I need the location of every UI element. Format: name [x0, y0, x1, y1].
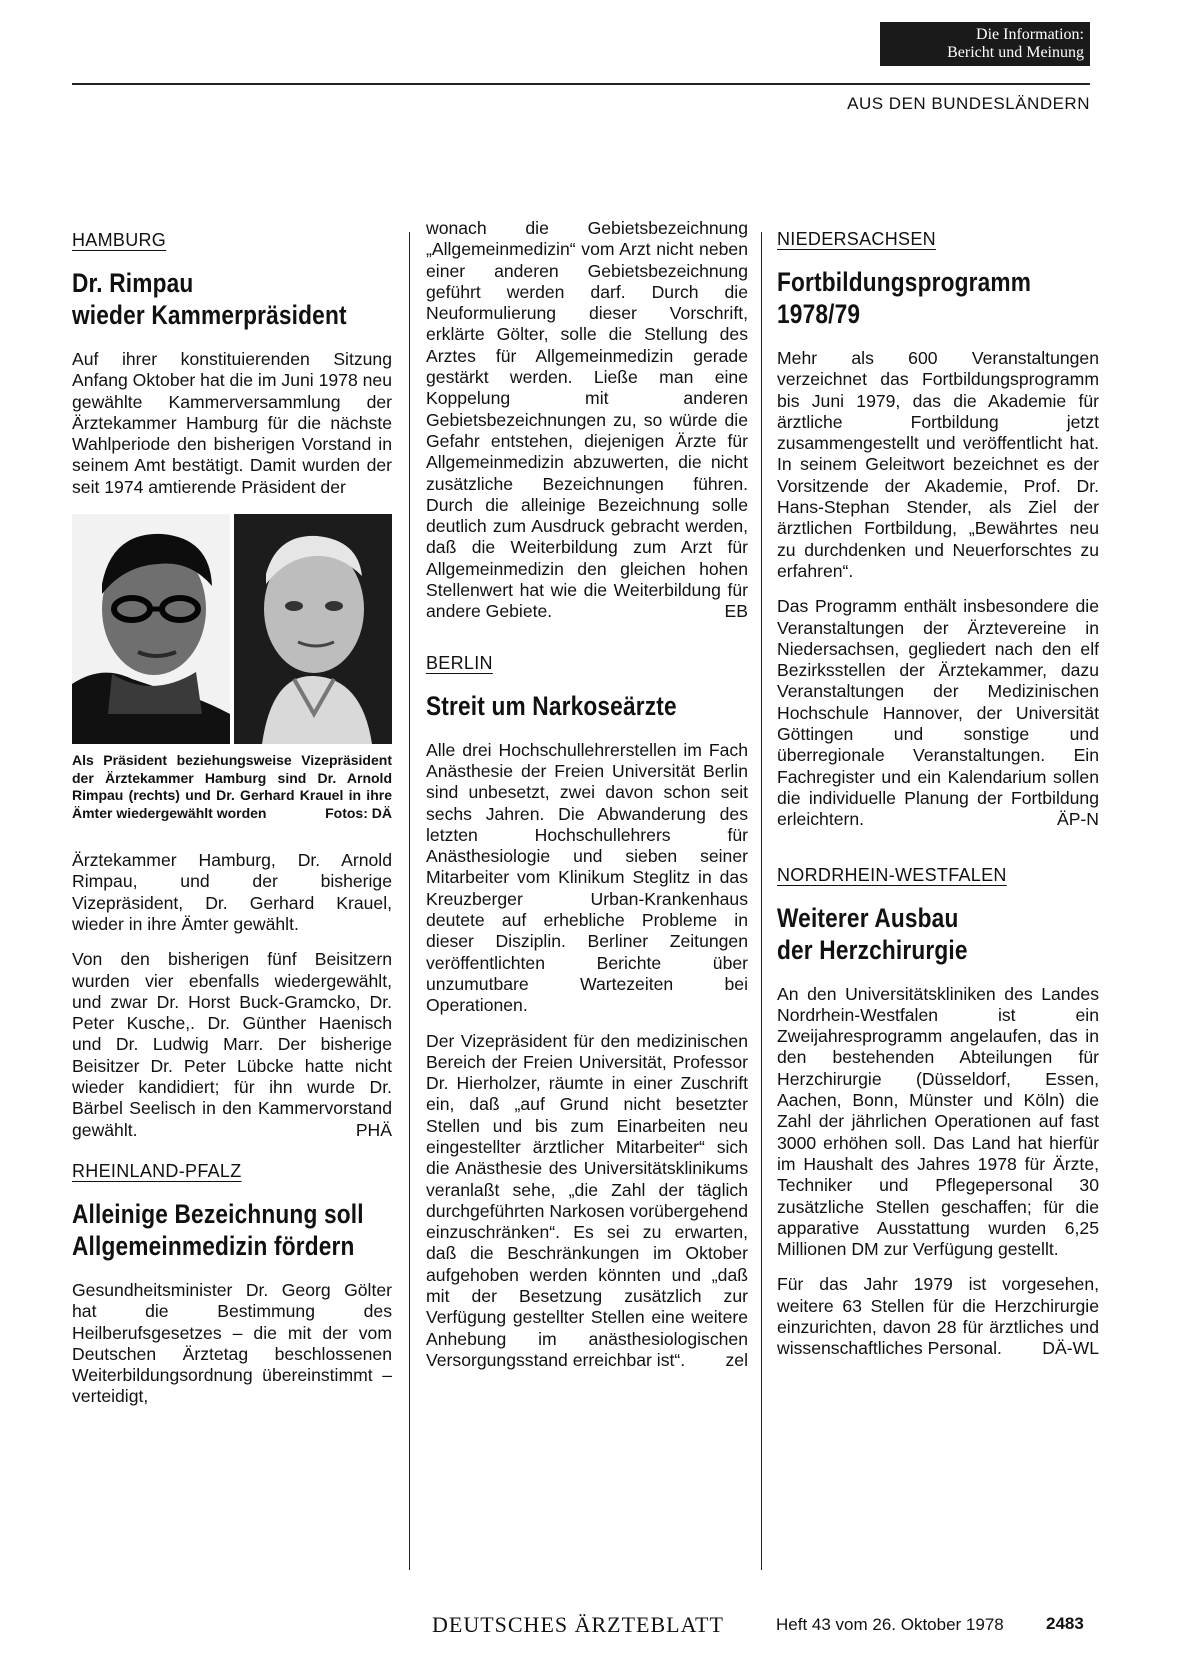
page-number: 2483: [1046, 1614, 1084, 1633]
caption-credit: Fotos: DÄ: [325, 804, 392, 821]
rheinland-paragraph-1: Gesundheitsminister Dr. Georg Gölter hat die Bestimmung des Heilberufsgesetzes – die mit der vom Deutschen Ärztetag beschlossenen Weiterbildungsordnung übereinstimmt – verteidigt,: [72, 1279, 392, 1407]
hamburg-signature: PHÄ: [355, 1119, 392, 1140]
headline-nrw-line1: Weiterer Ausbau: [777, 902, 959, 933]
headline-niedersachsen: [777, 266, 1102, 330]
berlin-paragraph-2-text: Der Vizepräsident für den medizinischen Bereich der Freien Universität, Professor Dr. Hierholzer, räumte in einer Zuschrift ein, daß „auf Grund nicht besetzter Stellen und bis zum Einarbeiten neu eingestellter ärztlicher Mitarbeiter“ sich die Anästhesie des Universitätsklinikums veranlaßt sehe, „die Zahl der täglich durchgeführten Narkosen vorübergehend einzuschränken“. Es sei zu erwarten, daß die Beschränkungen im Oktober aufgehoben werden könnten und „daß mit der Besetzung zusätzlich zur Verfügung gestellter Stellen eine weitere Anhebung im anästhesiologischen Versorgungsstand erreichbar ist“.: [426, 1030, 748, 1370]
berlin-paragraph-2: [426, 1031, 748, 1372]
badge-line-2: Bericht und Meinung: [947, 44, 1084, 61]
rheinland-signature: EB: [724, 601, 748, 622]
headline-hamburg: [72, 267, 395, 331]
region-header: AUS DEN BUNDESLÄNDERN: [847, 94, 1090, 113]
hamburg-paragraph-3-text: Von den bisherigen fünf Beisitzern wurden vier ebenfalls wiedergewählt, und zwar Dr. Horst Buck-Gramcko, Dr. Peter Kusche,. Dr. Günther Haenisch und Dr. Ludwig Marr. Der bisherige Beisitzer Dr. Peter Lübcke hatte nicht wieder kandidiert; für ihn wurde Dr. Bärbel Seelisch in den Kammervorstand gewählt.: [72, 949, 392, 1140]
column-1: [72, 230, 392, 1422]
niedersachsen-paragraph-2: [777, 596, 1099, 830]
rheinland-paragraph-2: [426, 218, 748, 623]
headline-niedersachsen-line2: 1978/79: [777, 299, 861, 329]
headline-nrw: [777, 902, 1102, 966]
niedersachsen-paragraph-2-text: Das Programm enthält insbesondere die Veranstaltungen der Ärztevereine in Niedersachsen, gegliedert nach den elf Bezirksstellen der Ärztekammer, dazu Veranstaltungen der Medizinischen Hochschule Hannover, der Universität Göttingen und sonstige und überregionale Veranstaltungen. Ein Fachregister und ein Kalendarium sollen die individuelle Planung der Fortbildung erleichtern.: [777, 596, 1099, 830]
portrait-krauel: [72, 514, 230, 744]
section-badge: [880, 22, 1090, 66]
hamburg-paragraph-1: Auf ihrer konstituierenden Sitzung Anfang Oktober hat die im Juni 1978 neu gewählte Kammerversammlung der Ärztekammer Hamburg für die nächste Wahlperiode den bisherigen Vorstand in seinem Amt bestätigt. Damit wurden der seit 1974 amtierende Präsident der: [72, 349, 392, 497]
headline-hamburg-line1: Dr. Rimpau: [72, 268, 194, 298]
column-3: [777, 229, 1099, 1374]
berlin-signature: zel: [725, 1349, 748, 1370]
column-2: [426, 218, 748, 1385]
hamburg-paragraph-2: Ärztekammer Hamburg, Dr. Arnold Rimpau, und der bisherige Vizepräsident, Dr. Gerhard Krauel, wieder in ihre Ämter gewählt.: [72, 850, 392, 934]
nrw-paragraph-2-text: Für das Jahr 1979 ist vorgesehen, weitere 63 Stellen für die Herzchirurgie einzurichten, davon 28 für ärztliches und wissenschaftliches Personal.: [777, 1274, 1099, 1359]
headline-rheinland-line2: Allgemeinmedizin fördern: [72, 1230, 355, 1261]
section-berlin: BERLIN: [426, 652, 493, 673]
headline-hamburg-line2: wieder Kammerpräsident: [72, 300, 347, 330]
nrw-signature: DÄ-WL: [1042, 1338, 1099, 1359]
nrw-paragraph-2: [777, 1274, 1099, 1359]
section-hamburg: HAMBURG: [72, 230, 167, 250]
badge-line-1: Die Information:: [976, 26, 1084, 43]
nrw-paragraph-1: An den Universitätskliniken des Landes Nordrhein-Westfalen ist ein Zweijahresprogramm angelaufen, das in den bestehenden Abteilungen für Herzchirurgie (Düsseldorf, Essen, Aachen, Bonn, Münster und Köln) die Zahl der jährlichen Operationen auf fast 3000 erhöhen soll. Das Land hat hierfür im Haushalt des Jahres 1978 für Ärzte, Techniker und Pflegepersonal 30 zusätzliche Stellen geschaffen; für die apparative Ausstattung wurden 6,25 Millionen DM zur Verfügung gestellt.: [777, 983, 1099, 1260]
headline-nrw-line2: der Herzchirurgie: [777, 934, 968, 965]
portrait-photo-image: [72, 514, 392, 744]
issue-info: Heft 43 vom 26. Oktober 1978: [776, 1615, 1004, 1634]
headline-niedersachsen-line1: Fortbildungsprogramm: [777, 267, 1032, 297]
caption-text: Als Präsident beziehungsweise Vizepräsident der Ärztekammer Hamburg sind Dr. Arnold Rimpau (rechts) und Dr. Gerhard Krauel in ihre Ämter wiedergewählt worden: [72, 752, 392, 821]
berlin-paragraph-1: Alle drei Hochschullehrerstellen im Fach Anästhesie der Freien Universität Berlin sind unbesetzt, zwei davon schon seit sechs Jahren. Die Abwanderung des letzten Hochschullehrers für Anästhesiologie und sieben seiner Mitarbeiter vom Klinikum Steglitz in das Kreuzberger Urban-Krankenhaus deutete auf erhebliche Probleme in dieser Disziplin. Berliner Zeitungen veröffentlichten Berichte über unzumutbare Wartezeiten bei Operationen.: [426, 739, 748, 1016]
headline-rheinland-pfalz: [72, 1198, 395, 1262]
column-rule-2: [761, 232, 762, 1570]
hamburg-paragraph-3: [72, 949, 392, 1141]
header-rule: [72, 83, 1090, 85]
column-rule-1: [409, 232, 410, 1570]
section-rheinland-pfalz: RHEINLAND-PFALZ: [72, 1160, 242, 1181]
niedersachsen-signature: ÄP-N: [1056, 809, 1099, 830]
section-niedersachsen: NIEDERSACHSEN: [777, 229, 936, 249]
portrait-photo: [72, 514, 392, 744]
journal-title: DEUTSCHES ÄRZTEBLATT: [432, 1612, 724, 1637]
section-nordrhein-westfalen: NORDRHEIN-WESTFALEN: [777, 864, 1007, 885]
portrait-rimpau: [234, 514, 392, 744]
headline-berlin: Streit um Narkoseärzte: [426, 690, 677, 721]
rheinland-paragraph-2-text: wonach die Gebietsbezeichnung „Allgemeinmedizin“ vom Arzt nicht neben einer anderen Gebietsbezeichnung geführt werden darf. Durch die Neuformulierung dieser Vorschrift, erklärte Gölter, solle die Stellung des Arztes für Allgemeinmedizin gerade gestärkt werden. Ließe man eine Koppelung mit anderen Gebietsbezeichnungen zu, so würde die Gefahr entstehen, diejenigen Ärzte für Allgemeinmedizin abzuwerten, die nicht zusätzliche Bezeichnungen führen. Durch die alleinige Bezeichnung solle deutlich zum Ausdruck gebracht werden, daß die Weiterbildung zum Arzt für Allgemeinmedizin den gleichen hohen Stellenwert hat wie die Weiterbildung für andere Gebiete.: [426, 218, 748, 622]
headline-rheinland-line1: Alleinige Bezeichnung soll: [72, 1198, 364, 1229]
photo-caption: [72, 752, 392, 822]
niedersachsen-paragraph-1: Mehr als 600 Veranstaltungen verzeichnet das Fortbildungsprogramm bis Juni 1979, das die Akademie für ärztliche Fortbildung jetzt zusammengestellt und veröffentlicht hat. In seinem Geleitwort bezeichnet es der Vorsitzende der Akademie, Prof. Dr. Hans-Stephan Stender, als Ziel der ärztlichen Fortbildung, „Bewährtes neu zu durchdenken und Neuerforschtes zu erfahren“.: [777, 348, 1099, 581]
